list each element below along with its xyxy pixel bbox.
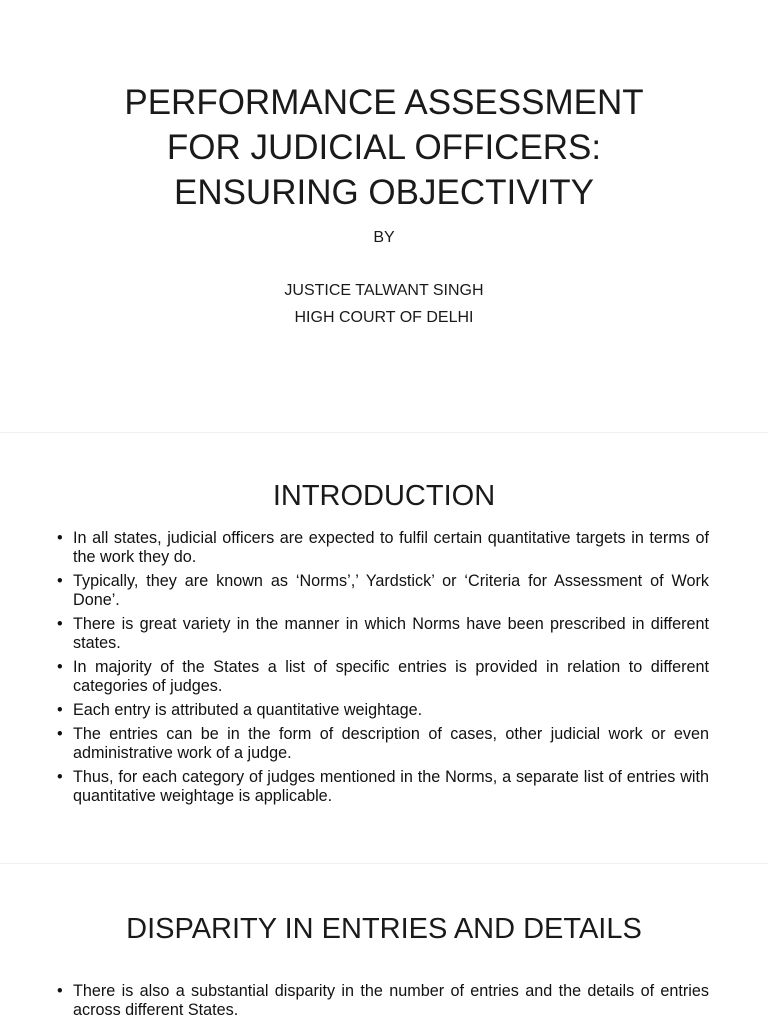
title-line-2: FOR JUDICIAL OFFICERS: bbox=[166, 128, 602, 167]
bullet-text: In majority of the States a list of specific entries is provided in relation to different categories of judges. bbox=[73, 658, 709, 695]
list-item bbox=[57, 658, 709, 696]
bullet-icon: • bbox=[57, 982, 63, 1000]
introduction-heading: INTRODUCTION bbox=[272, 480, 496, 512]
introduction-bullet-list bbox=[57, 529, 709, 811]
list-item bbox=[57, 572, 709, 610]
bullet-icon: • bbox=[57, 725, 63, 743]
bullet-icon: • bbox=[57, 615, 63, 633]
list-item bbox=[57, 982, 709, 1020]
title-slide bbox=[0, 0, 768, 430]
bullet-text: Thus, for each category of judges mentioned in the Norms, a separate list of entries with quantitative weightage is applicable. bbox=[73, 768, 709, 805]
disparity-bullet-list bbox=[57, 982, 709, 1025]
bullet-icon: • bbox=[57, 529, 63, 547]
bullet-text: There is great variety in the manner in which Norms have been prescribed in different states. bbox=[73, 615, 709, 652]
author-name: JUSTICE TALWANT SINGH bbox=[284, 282, 484, 299]
list-item bbox=[57, 701, 709, 720]
list-item bbox=[57, 725, 709, 763]
title-line-3: ENSURING OBJECTIVITY bbox=[173, 173, 595, 212]
bullet-icon: • bbox=[57, 572, 63, 590]
list-item bbox=[57, 529, 709, 567]
title-line-1: PERFORMANCE ASSESSMENT bbox=[124, 83, 644, 122]
bullet-text: Typically, they are known as ‘Norms’,’ Yardstick’ or ‘Criteria for Assessment of Work Done’. bbox=[73, 572, 709, 609]
bullet-icon: • bbox=[57, 768, 63, 786]
introduction-slide bbox=[0, 433, 768, 861]
list-item bbox=[57, 615, 709, 653]
by-line: BY bbox=[373, 229, 395, 246]
bullet-text: In all states, judicial officers are expected to fulfil certain quantitative targets in terms of the work they do. bbox=[73, 529, 709, 566]
list-item bbox=[57, 768, 709, 806]
bullet-text: There is also a substantial disparity in the number of entries and the details of entries across different States. bbox=[73, 982, 709, 1019]
bullet-icon: • bbox=[57, 701, 63, 719]
bullet-text: The entries can be in the form of description of cases, other judicial work or even administrative work of a judge. bbox=[73, 725, 709, 762]
presentation-title bbox=[0, 80, 768, 215]
bullet-icon: • bbox=[57, 658, 63, 676]
disparity-slide bbox=[0, 864, 768, 1024]
author-affiliation: HIGH COURT OF DELHI bbox=[294, 309, 474, 326]
bullet-text: Each entry is attributed a quantitative weightage. bbox=[73, 701, 423, 719]
disparity-heading: DISPARITY IN ENTRIES AND DETAILS bbox=[126, 913, 642, 945]
